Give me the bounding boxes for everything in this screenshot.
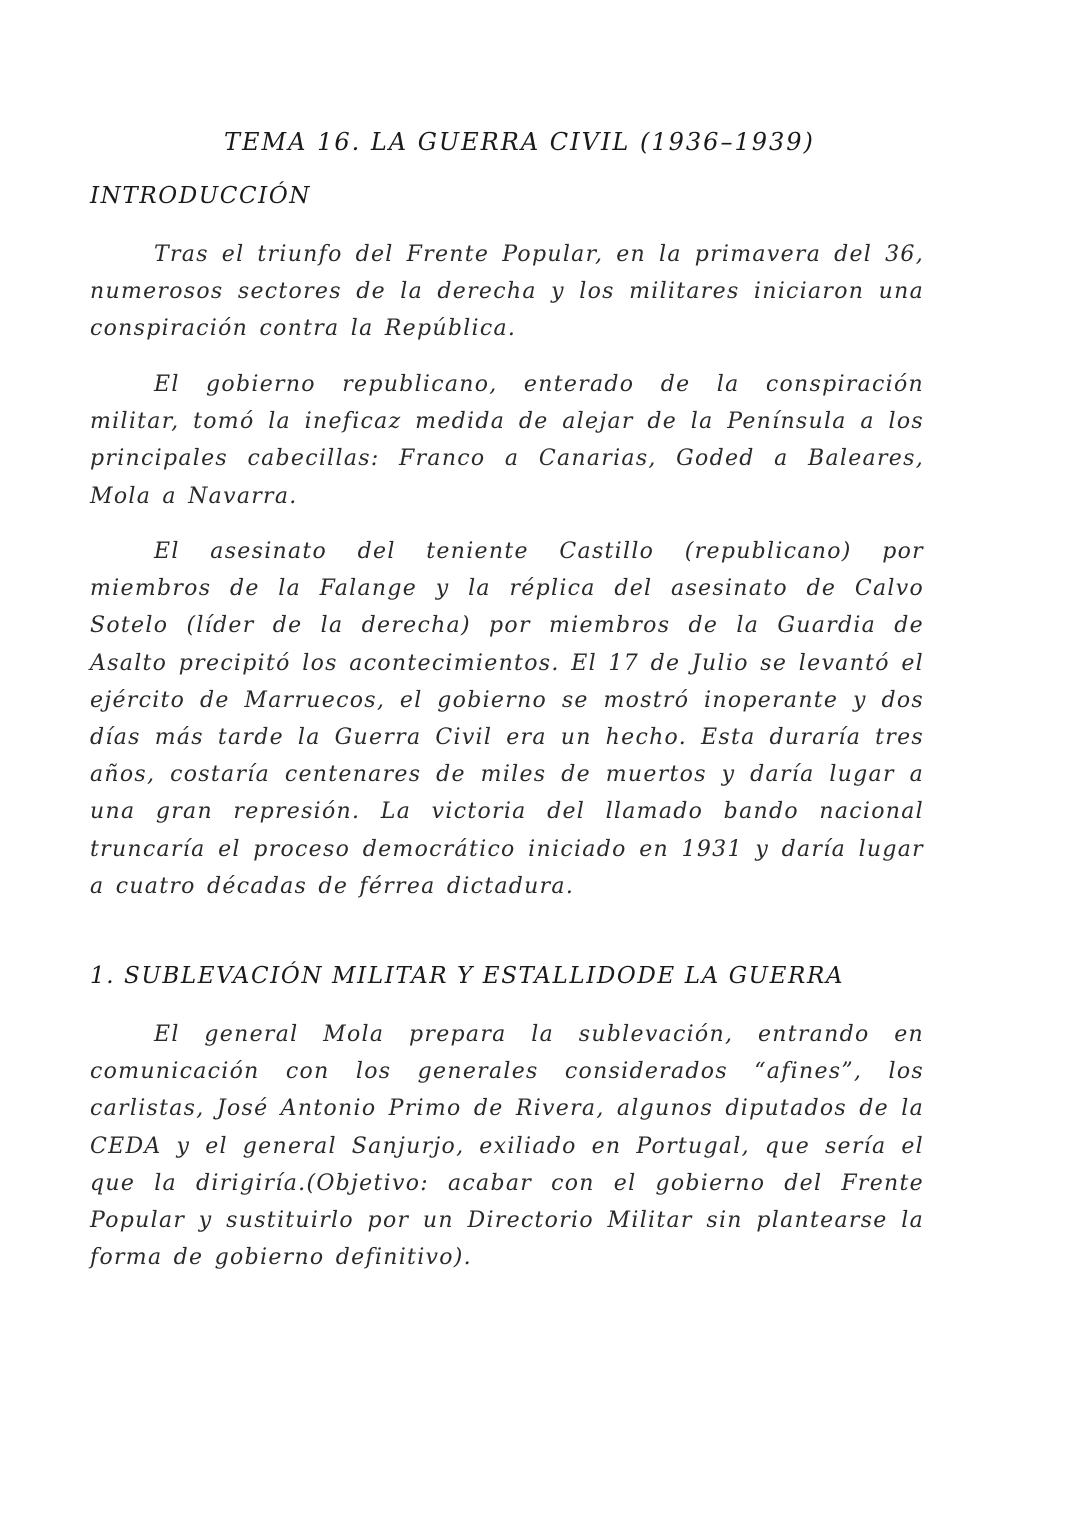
paragraph: El gobierno republicano, enterado de la conspiración militar, tomó la ineficaz medida de alejar de la Península a los principales cabecillas: Franco a Canarias, Goded a Baleares, Mola a Navarra. [90,372,924,509]
section-heading-sublevacion: 1. SUBLEVACIÓN MILITAR Y ESTALLIDODE LA GUERRA [90,963,845,989]
paragraph: El general Mola prepara la sublevación, entrando en comunicación con los generales considerados “afines”, los carlistas, José Antonio Primo de Rivera, algunos diputados de la CEDA y el general Sanjurjo, exiliado en Portugal, que sería el que la dirigiría.(Objetivo: acabar con el gobierno del Frente Popular y sustituirlo por un Directorio Militar sin plantearse la forma de gobierno definitivo). [90,1022,924,1271]
page-title: TEMA 16. LA GUERRA CIVIL (1936–1939) [224,128,815,156]
paragraph: Tras el triunfo del Frente Popular, en la primavera del 36, numerosos sectores de la derecha y los militares iniciaron una conspiración contra la República. [90,242,924,342]
section-heading-introduccion: INTRODUCCIÓN [90,183,312,209]
paragraph: El asesinato del teniente Castillo (republicano) por miembros de la Falange y la réplica del asesinato de Calvo Sotelo (líder de la derecha) por miembros de la Guardia de Asalto precipitó los acontecimientos. El 17 de Julio se levantó el ejército de Marruecos, el gobierno se mostró inoperante y dos días más tarde la Guerra Civil era un hecho. Esta duraría tres años, costaría centenares de miles de muertos y daría lugar a una gran represión. La victoria del llamado bando nacional truncaría el proceso democrático iniciado en 1931 y daría lugar a cuatro décadas de férrea dictadura. [90,539,924,899]
